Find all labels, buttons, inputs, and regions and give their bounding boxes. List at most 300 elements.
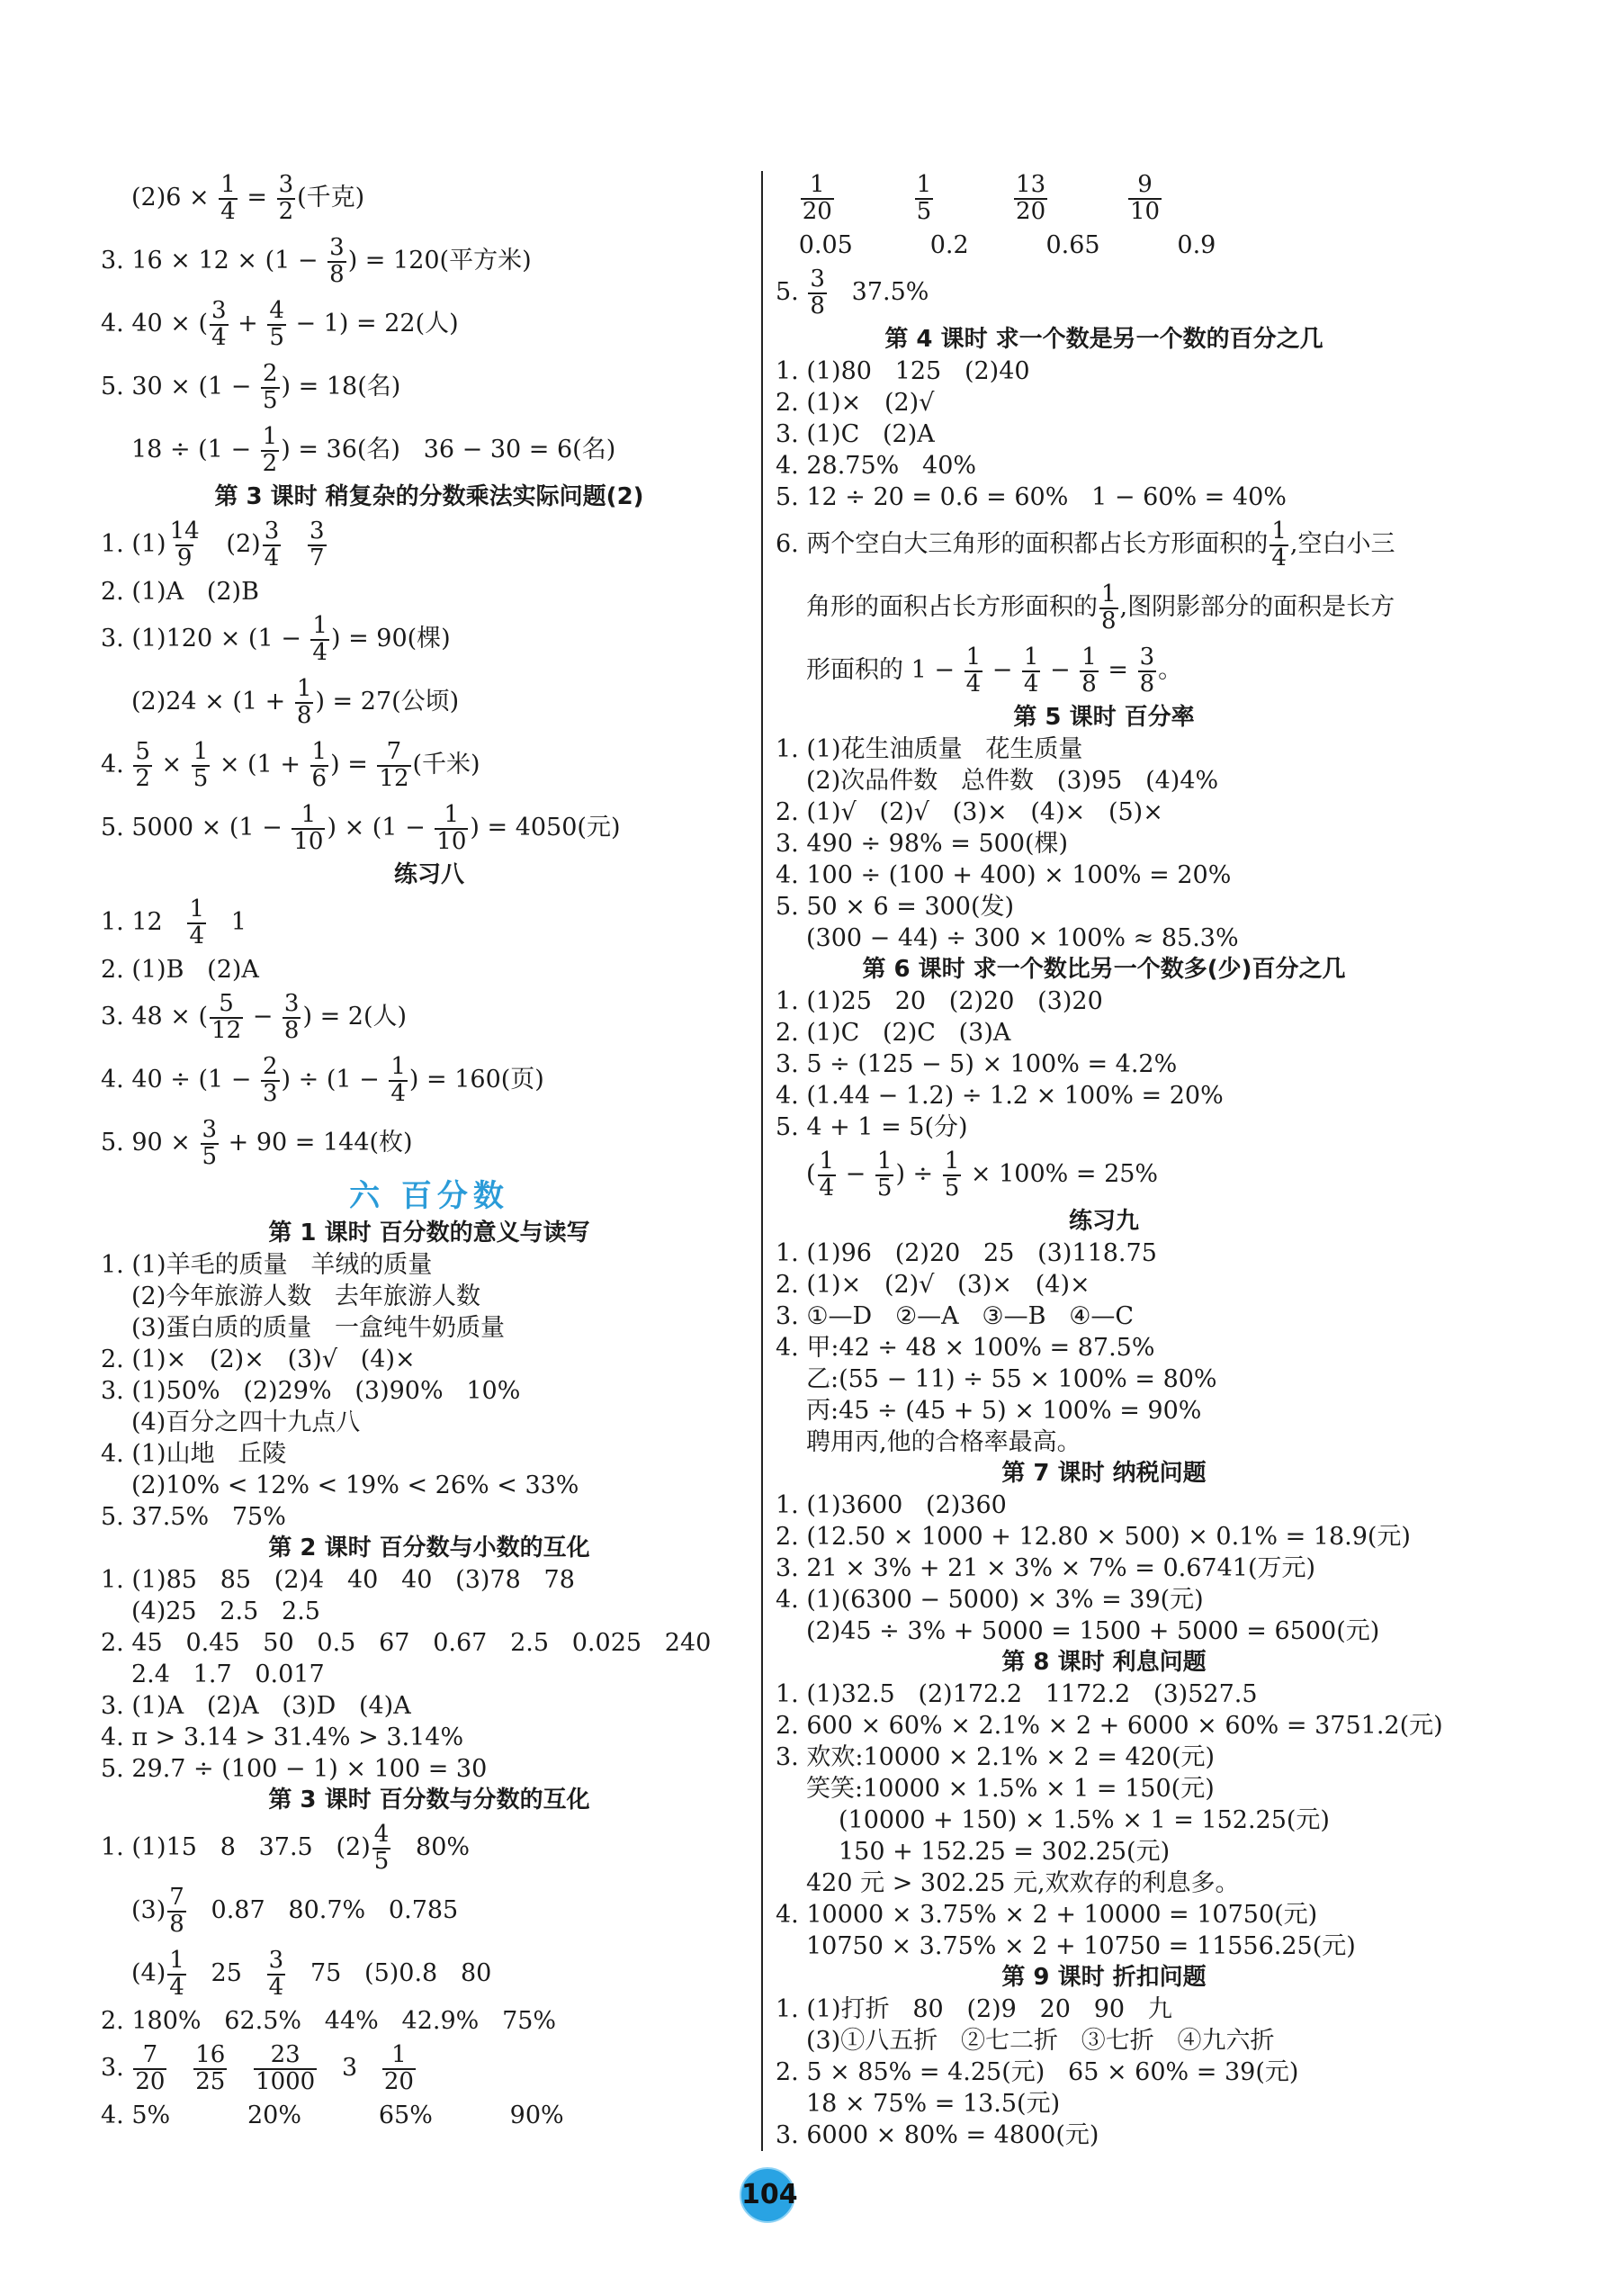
text-span: 第 8 课时 利息问题 — [1001, 1649, 1207, 1676]
text-span: 5. — [776, 278, 807, 306]
denominator: 4 — [220, 197, 236, 225]
answer-line — [101, 1942, 758, 2005]
answer-line — [776, 387, 1432, 418]
denominator: 8 — [810, 292, 825, 320]
denominator: 6 — [311, 764, 327, 792]
text-span: 练习九 — [1068, 1208, 1139, 1235]
answer-line — [776, 986, 1432, 1017]
answer-line — [101, 1344, 758, 1375]
answer-line — [101, 1281, 758, 1312]
answer-line — [776, 1112, 1432, 1143]
text-span: 3. 6000 × 80% = 4800(元) — [776, 2121, 1099, 2149]
answer-line — [101, 986, 758, 1048]
text-span: 4. — [101, 751, 132, 778]
text-span: 第 7 课时 纳税问题 — [1001, 1460, 1207, 1487]
text-span: (2)10% < 12% < 19% < 26% < 33% — [131, 1472, 579, 1499]
fraction — [263, 519, 282, 571]
numerator: 5 — [135, 738, 150, 766]
text-span: (3)蛋白质的质量 一盒纯牛奶质量 — [131, 1314, 505, 1342]
text-span: 1. (1)32.5 (2)172.2 1172.2 (3)527.5 — [776, 1680, 1258, 1708]
answer-line — [776, 1584, 1432, 1616]
fraction — [261, 362, 280, 413]
denominator: 10 — [293, 827, 324, 855]
numerator: 1 — [965, 644, 982, 671]
text-span: 2.4 1.7 0.017 — [131, 1660, 325, 1688]
text-span: (2)45 ÷ 3% + 5000 = 1500 + 5000 = 6500(元) — [806, 1617, 1380, 1645]
text-span: (2)6 × — [131, 184, 218, 212]
denominator: 4 — [211, 323, 227, 351]
text-span: (2) — [202, 530, 261, 558]
text-span: 5. 12 ÷ 20 = 0.6 = 60% 1 − 60% = 40% — [776, 483, 1287, 511]
fraction — [1270, 519, 1288, 571]
fraction — [267, 299, 286, 350]
answer-line — [776, 860, 1432, 891]
text-span: 练习八 — [393, 861, 464, 888]
denominator: 20 — [135, 2067, 166, 2095]
text-span: 5. 90 × — [101, 1129, 199, 1156]
text-span: 1. (1)花生油质量 花生质量 — [776, 735, 1083, 763]
answer-line — [776, 1773, 1432, 1804]
numerator: 1 — [189, 896, 204, 923]
numerator: 1 — [301, 801, 317, 829]
numerator: 14 — [169, 518, 200, 545]
fraction — [254, 2043, 317, 2094]
numerator: 2 — [263, 360, 278, 388]
fraction — [965, 645, 983, 697]
numerator: 1 — [220, 171, 236, 199]
numerator: 9 — [1137, 171, 1153, 199]
answer-line — [776, 1300, 1432, 1332]
answer-line — [101, 1470, 758, 1501]
text-span: 3. 欢欢:10000 × 2.1% × 2 = 420(元) — [776, 1743, 1216, 1771]
text-span: 。 — [1158, 656, 1183, 684]
text-span: 5. 4 + 1 = 5(分) — [776, 1113, 968, 1141]
section-heading — [776, 1647, 1432, 1678]
text-span: − — [245, 1003, 281, 1030]
text-span — [1049, 184, 1126, 212]
text-span — [836, 184, 913, 212]
answer-line — [776, 1143, 1432, 1206]
text-span: ,空白小三 — [1289, 530, 1395, 558]
denominator: 5 — [876, 1174, 893, 1202]
text-span: 5. 5000 × (1 − — [101, 814, 291, 842]
answer-line — [101, 670, 758, 734]
numerator: 1 — [169, 1947, 184, 1975]
answer-line — [776, 1836, 1432, 1868]
answer-line — [776, 2120, 1432, 2151]
text-span: 5. 37.5% 75% — [101, 1503, 286, 1531]
fraction — [1138, 645, 1157, 697]
numerator: 1 — [1023, 644, 1039, 671]
text-span: 18 ÷ (1 − — [131, 436, 259, 464]
answer-line — [101, 2005, 758, 2037]
denominator: 8 — [1101, 607, 1117, 634]
text-span: 2. 180% 62.5% 44% 42.9% 75% — [101, 2007, 557, 2035]
answer-line — [776, 1048, 1432, 1080]
numerator: 1 — [311, 738, 327, 766]
section-heading — [101, 1174, 758, 1218]
fraction — [277, 173, 296, 224]
text-span: ) = 27(公顷) — [315, 688, 460, 716]
text-span: 18 × 75% = 13.5(元) — [806, 2090, 1061, 2118]
numerator: 3 — [810, 266, 825, 293]
section-heading — [776, 1962, 1432, 1994]
fraction — [308, 519, 327, 571]
answer-line — [101, 1596, 758, 1627]
text-span: × 100% = 25% — [963, 1160, 1159, 1188]
text-span: 2. (1)× (2)√ — [776, 389, 935, 417]
answer-line — [776, 418, 1432, 450]
fraction — [801, 173, 834, 224]
text-span: ) = 18(名) — [281, 373, 401, 400]
denominator: 10 — [1129, 197, 1161, 225]
text-span: (3)①八五折 ②七二折 ③七折 ④九六折 — [806, 2027, 1275, 2055]
fraction — [201, 1118, 220, 1169]
denominator: 4 — [169, 1973, 184, 2001]
numerator: 3 — [202, 1116, 218, 1144]
fraction — [267, 1948, 286, 2000]
denominator: 4 — [1271, 544, 1287, 572]
answer-line — [101, 1879, 758, 1942]
text-span: 4. (1)山地 丘陵 — [101, 1440, 287, 1468]
fraction — [167, 1886, 186, 1937]
numerator: 13 — [1016, 171, 1046, 199]
denominator: 12 — [379, 764, 409, 792]
answer-line — [101, 356, 758, 418]
section-heading — [101, 482, 758, 513]
fraction — [1128, 173, 1162, 224]
section-heading — [776, 954, 1432, 986]
text-span: ) = 4050(元) — [470, 814, 621, 842]
text-span: 1. (1)96 (2)20 25 (3)118.75 — [776, 1239, 1157, 1267]
fraction — [261, 1055, 280, 1106]
text-span: (千米) — [412, 751, 480, 778]
numerator: 1 — [916, 171, 932, 199]
text-span: ) = 90(棵) — [330, 625, 451, 652]
denominator: 8 — [169, 1910, 184, 1938]
fraction — [167, 1948, 186, 2000]
answer-line — [776, 166, 1432, 230]
text-span: 第 3 课时 百分数与分数的互化 — [268, 1786, 590, 1814]
text-span: 25 — [187, 1959, 265, 1987]
numerator: 3 — [329, 234, 345, 262]
answer-line — [101, 796, 758, 860]
answer-line — [776, 922, 1432, 954]
text-span — [935, 184, 1012, 212]
section-heading — [776, 1206, 1432, 1238]
denominator: 12 — [211, 1016, 242, 1044]
text-span: 3. (1)50% (2)29% (3)90% 10% — [101, 1377, 521, 1405]
numerator: 16 — [195, 2041, 226, 2069]
text-span: 丙:45 ÷ (45 + 5) × 100% = 90% — [806, 1397, 1202, 1425]
numerator: 23 — [270, 2041, 301, 2069]
fraction — [261, 425, 280, 476]
text-span: 4. π > 3.14 > 31.4% > 3.14% — [101, 1724, 464, 1751]
numerator: 3 — [1139, 644, 1155, 671]
answer-line — [776, 1678, 1432, 1710]
fraction — [210, 299, 229, 350]
numerator: 1 — [296, 675, 312, 703]
text-span: ) × (1 − — [327, 814, 434, 842]
text-span: 第 2 课时 百分数与小数的互化 — [268, 1534, 590, 1562]
answer-line — [101, 1690, 758, 1722]
text-span: 10750 × 3.75% × 2 + 10750 = 11556.25(元) — [806, 1932, 1356, 1960]
text-span: = — [1099, 656, 1136, 684]
text-span: 4. 100 ÷ (100 + 400) × 100% = 20% — [776, 861, 1232, 889]
text-span: (300 − 44) ÷ 300 × 100% ≈ 85.3% — [806, 924, 1239, 952]
numerator: 2 — [263, 1053, 278, 1081]
fraction — [808, 267, 827, 319]
text-span: − — [984, 656, 1020, 684]
text-span: × (1 + — [211, 751, 309, 778]
text-span: 5. 50 × 6 = 300(发) — [776, 893, 1015, 921]
text-span: × — [153, 751, 190, 778]
answer-line — [776, 1899, 1432, 1930]
text-span: 4. 甲:42 ÷ 48 × 100% = 87.5% — [776, 1334, 1155, 1362]
fraction — [875, 1149, 894, 1201]
answer-line — [101, 891, 758, 954]
numerator: 1 — [391, 2041, 407, 2069]
section-heading — [776, 324, 1432, 356]
answer-line — [101, 1249, 758, 1281]
denominator: 8 — [329, 260, 345, 288]
denominator: 3 — [263, 1079, 278, 1107]
denominator: 2 — [262, 449, 278, 477]
text-span: 形面积的 1 − — [806, 656, 963, 684]
denominator: 4 — [312, 638, 327, 666]
text-span: 4. 40 ÷ (1 − — [101, 1066, 259, 1094]
text-span: 1. (1)打折 80 (2)9 20 90 九 — [776, 1995, 1172, 2023]
answer-line — [776, 1868, 1432, 1899]
answer-line — [101, 1112, 758, 1174]
text-span: 1. (1)85 85 (2)4 40 40 (3)78 78 — [101, 1566, 575, 1594]
answer-line — [101, 1312, 758, 1344]
fraction — [435, 803, 468, 854]
numerator: 1 — [944, 1148, 960, 1175]
text-span: 第 1 课时 百分数的意义与读写 — [268, 1220, 590, 1246]
fraction — [292, 803, 325, 854]
fraction — [219, 173, 238, 224]
fraction — [1014, 173, 1047, 224]
denominator: 5 — [193, 764, 209, 792]
denominator: 5 — [269, 323, 284, 351]
text-span: 3 — [319, 2054, 381, 2082]
numerator: 7 — [169, 1884, 184, 1912]
answer-line — [776, 356, 1432, 387]
answer-line — [776, 1930, 1432, 1962]
fraction — [168, 519, 202, 571]
numerator: 1 — [1081, 644, 1097, 671]
text-span — [168, 2054, 192, 2082]
answer-line — [776, 796, 1432, 828]
numerator: 3 — [211, 297, 227, 325]
text-span: 4. (1)(6300 − 5000) × 3% = 39(元) — [776, 1586, 1204, 1614]
text-span: (4) — [131, 1959, 166, 1987]
text-span: + 90 = 144(枚) — [220, 1129, 413, 1156]
numerator: 4 — [269, 297, 284, 325]
text-span: ) = 120(平方米) — [347, 247, 532, 274]
answer-line — [101, 2100, 758, 2131]
answer-line — [776, 261, 1432, 324]
fraction — [382, 2043, 416, 2094]
answer-line — [101, 1407, 758, 1438]
answer-line — [101, 954, 758, 986]
answer-line — [776, 450, 1432, 482]
answer-line — [776, 230, 1432, 261]
denominator: 8 — [296, 701, 312, 729]
text-span: 1. (1)25 20 (2)20 (3)20 — [776, 987, 1103, 1015]
text-span: − 1) = 22(人) — [287, 310, 459, 338]
text-span: 4. 40 × ( — [101, 310, 209, 338]
text-span: 2. (1)B (2)A — [101, 956, 259, 984]
fraction — [310, 740, 329, 791]
denominator: 20 — [802, 197, 832, 225]
section-heading — [776, 1458, 1432, 1490]
text-span: 1 — [208, 908, 247, 936]
text-span: 3. (1)A (2)A (3)D (4)A — [101, 1692, 411, 1720]
answer-line — [776, 1742, 1432, 1773]
answer-line — [101, 1659, 758, 1690]
fraction — [1022, 645, 1041, 697]
fraction — [943, 1149, 962, 1201]
text-span — [229, 2054, 252, 2082]
numerator: 1 — [810, 171, 825, 199]
text-span: 6. 两个空白大三角形的面积都占长方形面积的 — [776, 530, 1269, 558]
text-span: 2. (1)C (2)C (3)A — [776, 1019, 1011, 1047]
denominator: 4 — [1023, 670, 1039, 698]
text-span: ) = 160(页) — [408, 1066, 544, 1094]
text-span: (2)24 × (1 + — [131, 688, 293, 716]
answer-line — [101, 1501, 758, 1533]
denominator: 1000 — [256, 2067, 316, 2095]
text-span: 5. 29.7 ÷ (100 − 1) × 100 = 30 — [101, 1755, 488, 1783]
numerator: 5 — [219, 990, 234, 1018]
column-divider — [761, 171, 763, 2151]
numerator: 3 — [283, 990, 300, 1018]
answer-line — [776, 639, 1432, 702]
text-span: 角形的面积占长方形面积的 — [806, 593, 1098, 621]
section-heading — [101, 860, 758, 891]
text-span: 150 + 152.25 = 302.25(元) — [839, 1838, 1171, 1866]
text-span — [283, 530, 306, 558]
numerator: 7 — [386, 738, 402, 766]
answer-line — [776, 1395, 1432, 1426]
numerator: 7 — [142, 2041, 158, 2069]
text-span: 5. 30 × (1 − — [101, 373, 259, 400]
text-span: (3) — [131, 1896, 166, 1924]
text-span: ) = — [330, 751, 376, 778]
fraction — [310, 614, 329, 665]
text-span: 2. (1)× (2)× (3)√ (4)× — [101, 1346, 416, 1373]
text-span: ( — [806, 1160, 816, 1188]
page-number-badge: 104 — [740, 2167, 795, 2223]
text-span: 2. (12.50 × 1000 + 12.80 × 500) × 0.1% = 18.9(元) — [776, 1523, 1411, 1551]
fraction — [133, 740, 152, 791]
text-span: 2. 45 0.45 50 0.5 67 0.67 2.5 0.025 240 — [101, 1629, 712, 1657]
text-span: 4. 10000 × 3.75% × 2 + 10000 = 10750(元) — [776, 1901, 1318, 1929]
answer-line — [101, 576, 758, 608]
answer-line — [776, 2056, 1432, 2088]
text-span: 3. — [101, 2054, 132, 2082]
answer-line — [101, 418, 758, 482]
text-span: 2. 600 × 60% × 2.1% × 2 + 6000 × 60% = 3751.2(元) — [776, 1712, 1443, 1740]
text-span: (4)百分之四十九点八 — [131, 1408, 361, 1436]
text-span: 4. 5% 20% 65% 90% — [101, 2102, 564, 2129]
text-span: 2. (1)× (2)√ (3)× (4)× — [776, 1271, 1090, 1299]
denominator: 4 — [965, 670, 982, 698]
section-heading — [101, 1785, 758, 1816]
answer-line — [101, 734, 758, 796]
fraction — [818, 1149, 837, 1201]
text-span: 0.05 0.2 0.65 0.9 — [776, 231, 1216, 259]
answer-line — [776, 1238, 1432, 1269]
fraction — [187, 897, 206, 949]
denominator: 5 — [263, 386, 278, 414]
text-span: 4. (1.44 − 1.2) ÷ 1.2 × 100% = 20% — [776, 1082, 1224, 1110]
numerator: 3 — [264, 518, 280, 545]
answer-line — [101, 1816, 758, 1879]
answer-line — [776, 2088, 1432, 2120]
text-span: 2. (1)A (2)B — [101, 578, 259, 606]
text-span: ) = 2(人) — [302, 1003, 408, 1030]
text-span: 六 百分数 — [349, 1178, 509, 1214]
text-span: 1. (1)80 125 (2)40 — [776, 357, 1030, 385]
fraction — [210, 992, 243, 1043]
answer-line — [776, 1426, 1432, 1458]
fraction — [193, 2043, 227, 2094]
denominator: 4 — [264, 544, 280, 572]
text-span: 3. 16 × 12 × (1 − — [101, 247, 327, 274]
denominator: 8 — [1139, 670, 1155, 698]
answer-line — [101, 1048, 758, 1112]
denominator: 2 — [135, 764, 150, 792]
fraction — [133, 2043, 166, 2094]
text-span: 3. 21 × 3% + 21 × 3% × 7% = 0.6741(万元) — [776, 1554, 1316, 1582]
answer-line — [101, 1438, 758, 1470]
denominator: 8 — [283, 1016, 300, 1044]
text-span: = — [238, 184, 275, 212]
numerator: 1 — [262, 423, 278, 451]
text-span: 1. (1)15 8 37.5 (2) — [101, 1833, 371, 1861]
text-span: − — [1042, 656, 1079, 684]
denominator: 20 — [1016, 197, 1046, 225]
text-span: 第 4 课时 求一个数是另一个数的百分之几 — [884, 326, 1323, 353]
text-span: 第 9 课时 折扣问题 — [1001, 1964, 1207, 1991]
denominator: 7 — [309, 544, 325, 572]
text-span: (2)次品件数 总件数 (3)95 (4)4% — [806, 767, 1219, 795]
text-span: 75 (5)0.8 80 — [287, 1959, 492, 1987]
answer-line — [776, 1710, 1443, 1742]
answer-line — [101, 1753, 758, 1785]
denominator: 4 — [189, 922, 204, 950]
numerator: 1 — [876, 1148, 893, 1175]
fraction — [283, 992, 301, 1043]
answer-line — [776, 513, 1432, 576]
fraction — [327, 236, 346, 287]
fraction — [192, 740, 211, 791]
answer-line — [101, 1375, 758, 1407]
answer-line — [776, 2025, 1432, 2056]
answer-line — [101, 1564, 758, 1596]
answer-line — [776, 1521, 1432, 1552]
answer-line — [101, 166, 758, 230]
answer-line — [776, 482, 1432, 513]
answer-line — [101, 608, 758, 670]
text-span: ) = 36(名) 36 − 30 = 6(名) — [281, 436, 616, 464]
text-span: (10000 + 150) × 1.5% × 1 = 152.25(元) — [839, 1806, 1330, 1834]
section-heading — [101, 1533, 758, 1564]
answer-line — [101, 292, 758, 356]
